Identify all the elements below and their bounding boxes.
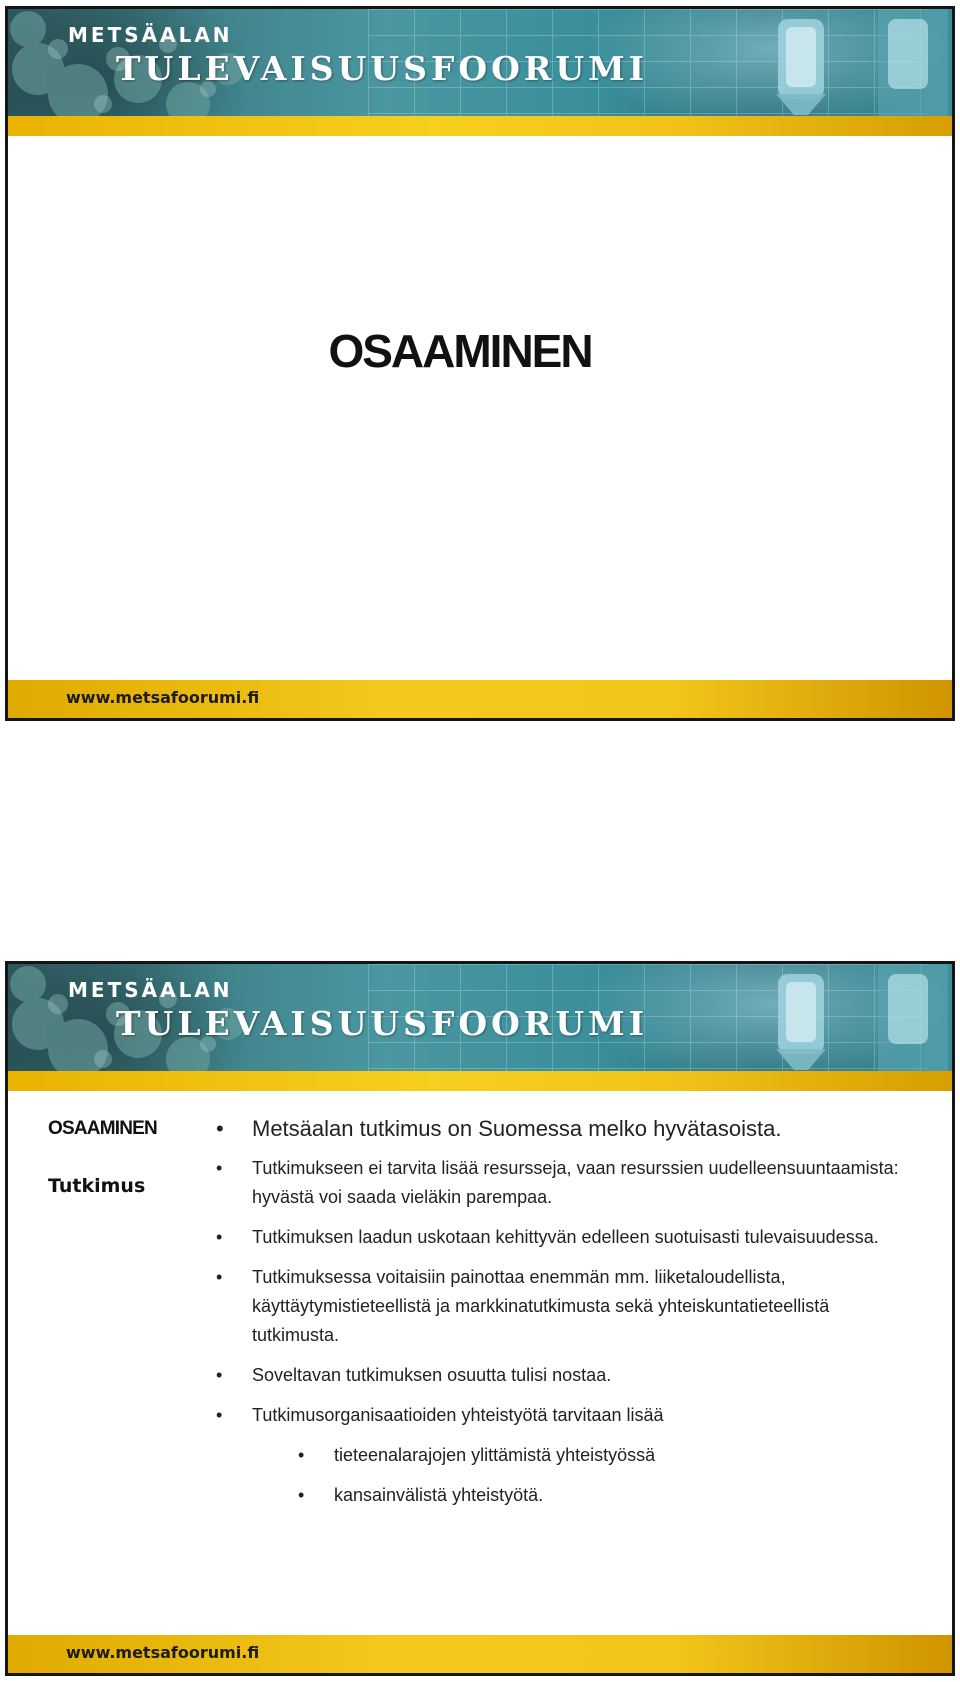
- topic-label: Tutkimus: [48, 1175, 146, 1197]
- banner-subtitle: METSÄALAN: [68, 978, 233, 1002]
- gold-strip: [8, 1071, 952, 1091]
- slide-2: [5, 961, 955, 1676]
- footer-url: www.metsafoorumi.fi: [66, 688, 260, 707]
- banner-subtitle: METSÄALAN: [68, 23, 233, 47]
- side-column: [48, 1118, 198, 1197]
- microscope-icon: [776, 9, 948, 116]
- bullet-item: • Tutkimuksessa voitaisiin painottaa enemmän mm. liiketaloudellista, käyttäytymistieteellistä ja markkinatutkimusta sekä yhteiskuntatieteellistä tutkimusta.: [216, 1263, 916, 1350]
- sub-bullet-item: • tieteenalarajojen ylittämistä yhteistyössä: [298, 1441, 916, 1470]
- footer-bar: [8, 1635, 952, 1673]
- slide-title: OSAAMINEN: [328, 325, 592, 377]
- gold-strip: [8, 116, 952, 136]
- bullet-item: • Tutkimusorganisaatioiden yhteistyötä tarvitaan lisää: [216, 1401, 916, 1430]
- header-banner: [8, 964, 952, 1071]
- bullet-item: • Tutkimukseen ei tarvita lisää resursseja, vaan resurssien uudelleensuuntaamista: hyvästä voi saada vieläkin parempaa.: [216, 1154, 916, 1212]
- bullet-item: • Soveltavan tutkimuksen osuutta tulisi nostaa.: [216, 1361, 916, 1390]
- banner-title: TULEVAISUUSFOORUMI: [116, 1004, 649, 1043]
- banner-title: TULEVAISUUSFOORUMI: [116, 49, 649, 88]
- header-banner: [8, 9, 952, 116]
- sub-bullet-item: • kansainvälistä yhteistyötä.: [298, 1481, 916, 1510]
- bullet-item: • Tutkimuksen laadun uskotaan kehittyvän edelleen suotuisasti tulevaisuudessa.: [216, 1223, 916, 1252]
- bullet-list: [216, 1114, 916, 1521]
- footer-url: www.metsafoorumi.fi: [66, 1643, 260, 1662]
- footer-bar: [8, 680, 952, 718]
- section-label: OSAAMINEN: [48, 1118, 157, 1139]
- microscope-icon: [776, 964, 948, 1071]
- slide-1: [5, 6, 955, 721]
- bullet-item: • Metsäalan tutkimus on Suomessa melko hyvätasoista.: [216, 1114, 916, 1144]
